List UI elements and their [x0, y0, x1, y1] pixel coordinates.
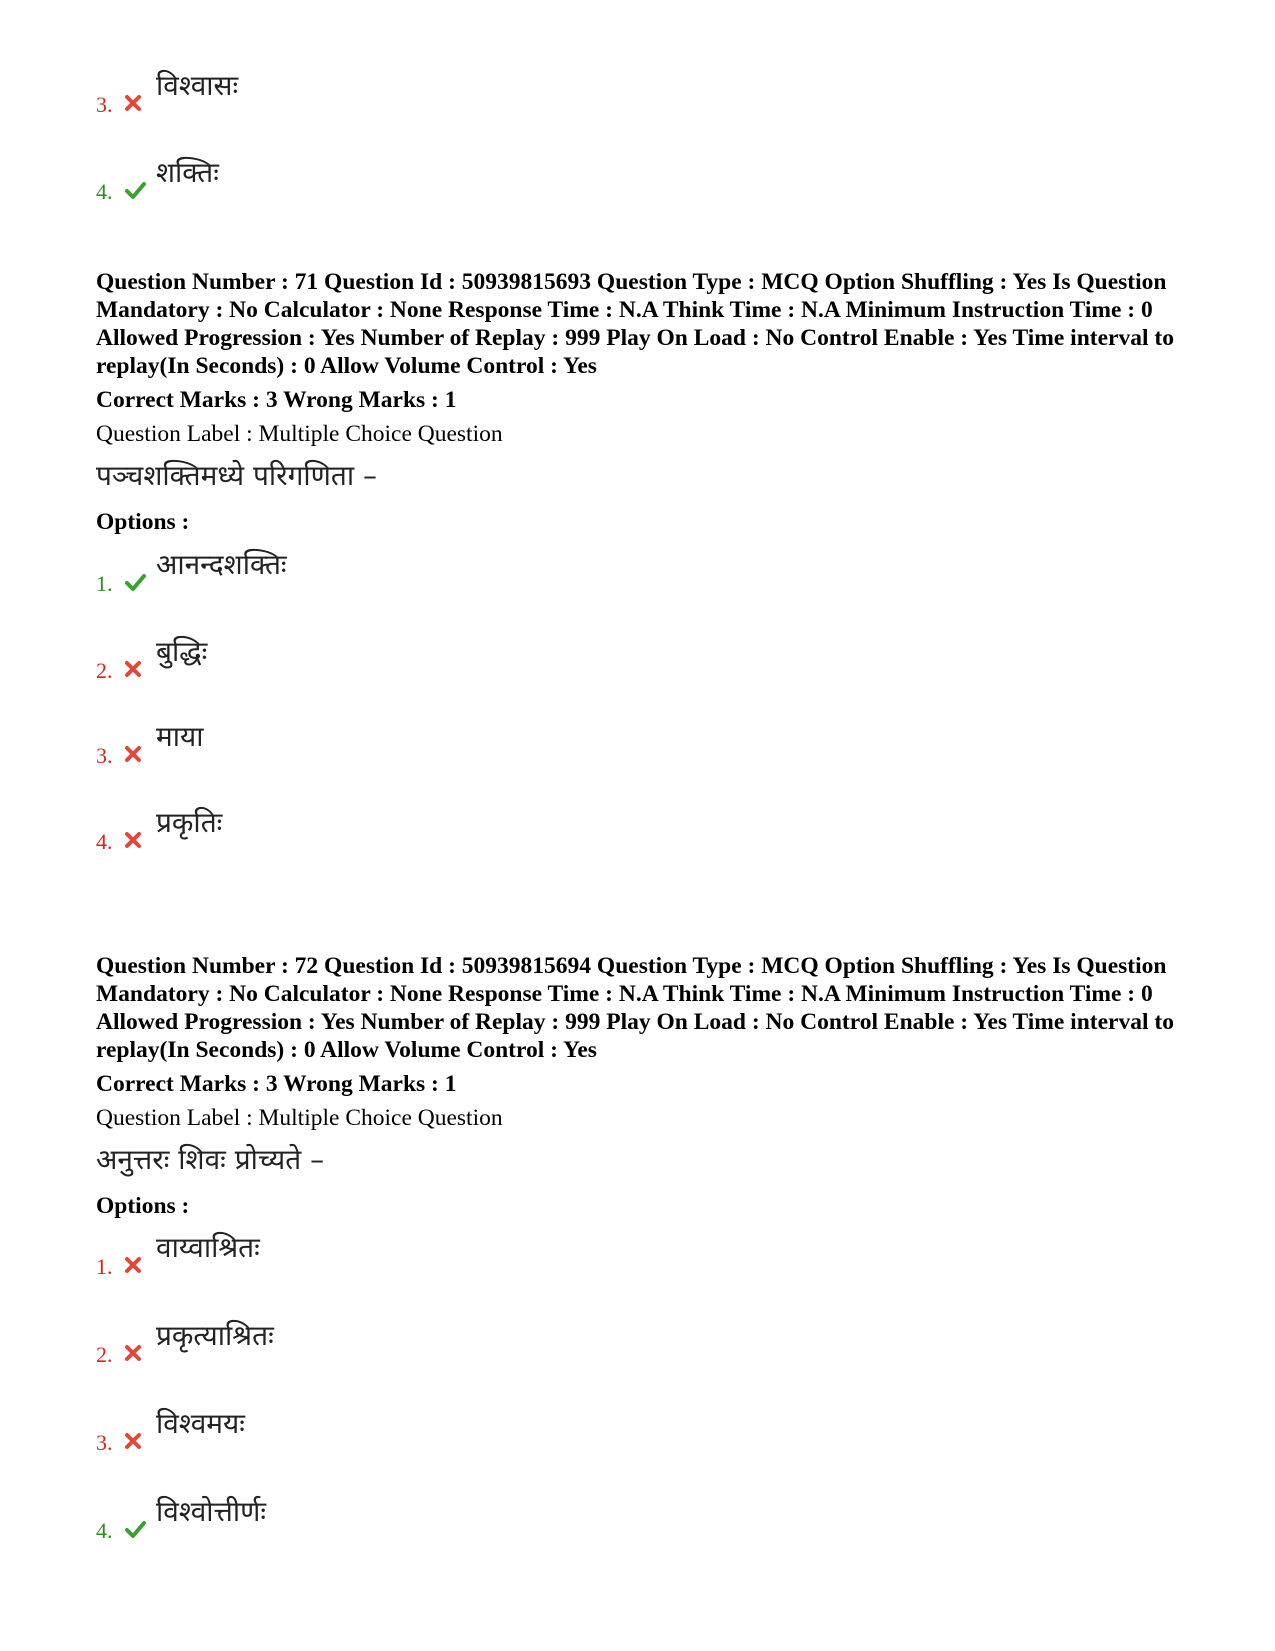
cross-icon: [122, 92, 144, 114]
question-block: [96, 268, 1196, 536]
option-number: 4.: [96, 179, 113, 204]
option-number: 3.: [96, 743, 113, 768]
option-item: [96, 1404, 696, 1454]
options-heading: Options :: [96, 1193, 190, 1219]
option-text: प्रकृतिः: [156, 806, 223, 839]
option-text: विश्वोत्तीर्णः: [156, 1495, 267, 1528]
option-item: [96, 1316, 696, 1366]
option-text: आनन्दशक्तिः: [156, 548, 287, 581]
cross-icon: [122, 658, 144, 680]
check-icon: [122, 1518, 148, 1540]
option-number: 1.: [96, 1254, 113, 1279]
check-icon: [122, 571, 148, 593]
cross-icon: [122, 743, 144, 765]
option-number: 3.: [96, 1430, 113, 1455]
check-icon: [122, 179, 148, 201]
question-marks: Correct Marks : 3 Wrong Marks : 1: [96, 1071, 457, 1097]
option-item: [96, 632, 696, 682]
option-text: बुद्धिः: [156, 635, 208, 668]
question-meta: Question Number : 71 Question Id : 50939815693 Question Type : MCQ Option Shuffling : Yes Is Question Mandatory : No Calculator : None Response Time : N.A Think Time : N.A Minimum Instruction Time : 0 Allowed Progression : Yes Number of Replay : 999 Play On Load : No Control Enable : Yes Time interval to replay(In Seconds) : 0 Allow Volume Control : Yes: [96, 269, 1174, 379]
option-text: विश्वासः: [156, 69, 239, 102]
option-number: 2.: [96, 658, 113, 683]
option-item: [96, 717, 696, 767]
option-number: 4.: [96, 1518, 113, 1543]
option-item: [96, 1228, 696, 1278]
option-item: [96, 1492, 696, 1542]
cross-icon: [122, 1342, 144, 1364]
cross-icon: [122, 1430, 144, 1452]
option-text: वाय्वाश्रितः: [156, 1231, 260, 1264]
option-item: [96, 66, 696, 116]
option-number: 3.: [96, 92, 113, 117]
option-text: विश्वमयः: [156, 1407, 245, 1440]
option-text: शक्तिः: [156, 156, 219, 189]
option-number: 2.: [96, 1342, 113, 1367]
option-number: 4.: [96, 829, 113, 854]
question-label: Question Label : Multiple Choice Question: [96, 1105, 503, 1131]
question-block: [96, 952, 1196, 1220]
cross-icon: [122, 1254, 144, 1276]
option-item: [96, 153, 696, 203]
option-item: [96, 545, 696, 595]
option-text: प्रकृत्याश्रितः: [156, 1319, 274, 1352]
option-text: माया: [156, 720, 204, 753]
question-text: पञ्चशक्तिमध्ये परिगणिता –: [96, 459, 377, 492]
question-label: Question Label : Multiple Choice Question: [96, 421, 503, 447]
cross-icon: [122, 829, 144, 851]
option-number: 1.: [96, 571, 113, 596]
options-heading: Options :: [96, 509, 190, 535]
question-meta: Question Number : 72 Question Id : 50939815694 Question Type : MCQ Option Shuffling : Yes Is Question Mandatory : No Calculator : None Response Time : N.A Think Time : N.A Minimum Instruction Time : 0 Allowed Progression : Yes Number of Replay : 999 Play On Load : No Control Enable : Yes Time interval to replay(In Seconds) : 0 Allow Volume Control : Yes: [96, 953, 1174, 1063]
question-text: अनुत्तरः शिवः प्रोच्यते –: [96, 1143, 325, 1176]
option-item: [96, 803, 696, 853]
question-marks: Correct Marks : 3 Wrong Marks : 1: [96, 387, 457, 413]
